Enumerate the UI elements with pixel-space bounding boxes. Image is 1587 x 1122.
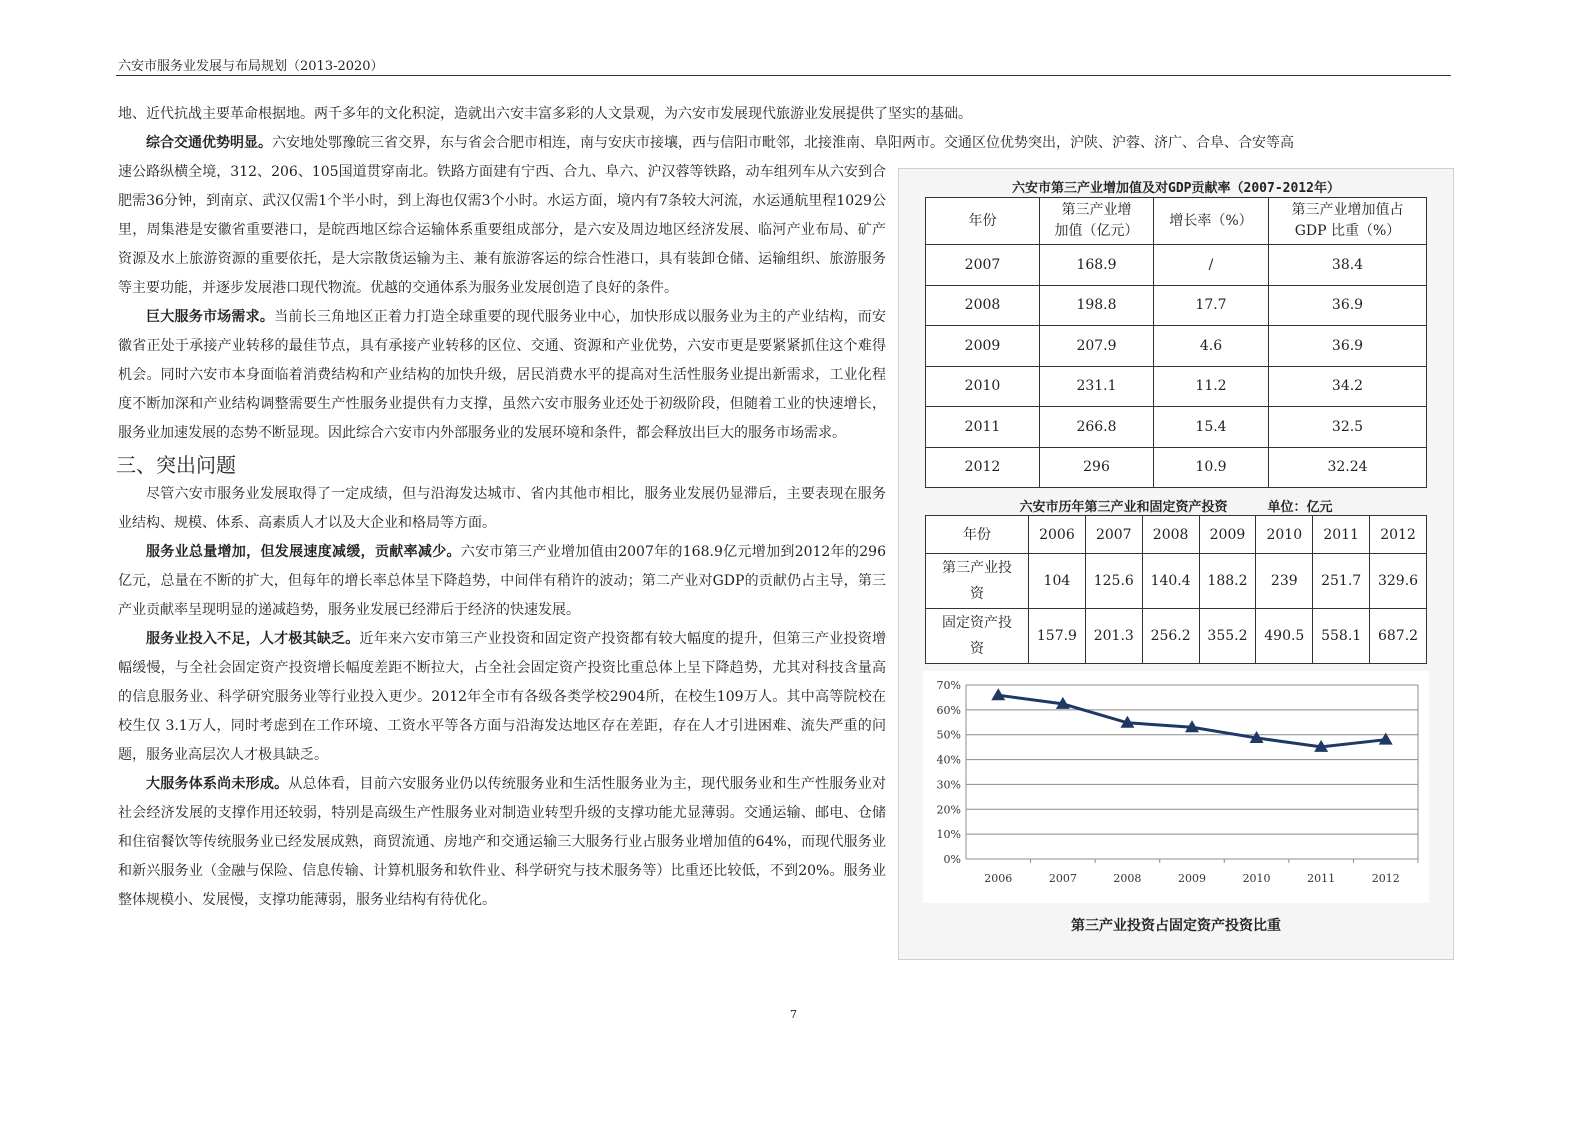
x-tick-label: 2009: [1178, 872, 1206, 885]
x-tick-label: 2006: [984, 872, 1013, 885]
page-number: 7: [790, 1008, 797, 1021]
statistics-panel: [898, 168, 1454, 960]
investment-table-unit: 单位：亿元: [1267, 500, 1333, 515]
y-tick-label: 40%: [936, 753, 961, 767]
y-tick-label: 10%: [936, 828, 961, 842]
investment-table-header-row: 年份 2006 2007 2008 2009 2010 2011 2012: [926, 516, 1427, 554]
gdp-header-year: 年份: [926, 198, 1040, 245]
paragraph-market-demand: [118, 303, 886, 448]
paragraph-transport-rest: 速公路纵横全境，312、206、105国道贯穿南北。铁路方面建有宁西、合九、阜六、沪汉蓉等铁路，动车组列车从六安到合肥需36分钟，到南京、武汉仅需1个半小时，到上海也仅需3个小时。水运方面，境内有7条较大河流，水运通航里程1029公里，周集港是安徽省重要港口，是皖西地区综合运输体系重要组成部分，是六安及周边地区经济发展、临河产业布局、矿产资源及水上旅游资源的重要依托，是大宗散货运输为主、兼有旅游客运的综合性港口，具有装卸仓储、运输组织、旅游服务等主要功能，并逐步发展港口现代物流。优越的交通体系为服务业发展创造了良好的条件。: [118, 164, 886, 296]
table-row: 固定资产投 资 157.9 201.3 256.2 355.2 490.5 558.1 687.2: [926, 609, 1427, 664]
table-row: 2009 207.9 4.6 36.9: [926, 326, 1427, 367]
y-tick-label: 0%: [943, 853, 961, 866]
investment-shortage-text: 近年来六安市第三产业投资和固定资产投资都有较大幅度的提升，但第三产业投资增幅缓慢，与全社会固定资产投资增长幅度差距不断拉大，占全社会固定资产投资比重总体上呈下降趋势，尤其对科技含量高的信息服务业、科学研究服务业等行业投入更少。2012年全市有各级各类学校2904所，在校生109万人。其中高等院校在校生仅 3.1万人，同时考虑到在工作环境、工资水平等各方面与沿海发达地区存在差距，存在人才引进困难、流失严重的问题，服务业高层次人才极具缺乏。: [118, 631, 886, 763]
gdp-table-header-row: [926, 198, 1427, 245]
transport-line1-text: 六安地处鄂豫皖三省交界，东与省会合肥市相连，南与安庆市接壤，西与信阳市毗邻，北接淮南、阜阳两市。交通区位优势突出，沪陕、沪蓉、济广、合阜、合安等高: [272, 135, 1294, 151]
x-tick-label: 2010: [1242, 872, 1271, 885]
x-tick-label: 2012: [1371, 872, 1400, 885]
section-heading-problems: 三、突出问题: [116, 453, 236, 477]
x-tick-label: 2011: [1307, 872, 1336, 885]
running-header: 六安市服务业发展与布局规划（2013-2020）: [118, 59, 384, 74]
x-tick-label: 2008: [1113, 872, 1142, 885]
gdp-table-title: 六安市第三产业增加值及对GDP贡献率（2007-2012年）: [1012, 181, 1340, 196]
growth-slowdown-text: 六安市第三产业增加值由2007年的168.9亿元增加到2012年的296亿元，总量在不断的扩大，但每年的增长率总体呈下降趋势，中间伴有稍许的波动；第二产业对GDP的贡献仍占主导，第三产业贡献率呈现明显的递减趋势，服务业发展已经滞后于经济的快速发展。: [118, 544, 886, 618]
chart-caption: 第三产业投资占固定资产投资比重: [1071, 918, 1281, 934]
table-row: 2011 266.8 15.4 32.5: [926, 407, 1427, 448]
paragraph-service-system: [118, 770, 886, 915]
gdp-table: [925, 197, 1427, 488]
gdp-header-growth: 增长率（%）: [1154, 198, 1269, 245]
table-row: 2008 198.8 17.7 36.9: [926, 285, 1427, 326]
service-system-text: 从总体看，目前六安服务业仍以传统服务业和生活性服务业为主，现代服务业和生产性服务业对社会经济发展的支撑作用还较弱，特别是高级生产性服务业对制造业转型升级的支撑功能尤显薄弱。交通运输、邮电、仓储和住宿餐饮等传统服务业已经发展成熟，商贸流通、房地产和交通运输三大服务行业占服务业增加值的64%，而现代服务业和新兴服务业（金融与保险、信息传输、计算机服务和软件业、科学研究与技术服务等）比重还比较低，不到20%。服务业整体规模小、发展慢，支撑功能薄弱，服务业结构有待优化。: [118, 776, 887, 908]
lead-transport: 综合交通优势明显。: [146, 135, 272, 151]
data-point-marker: [991, 688, 1005, 700]
header-rule: [116, 75, 1451, 76]
x-tick-label: 2007: [1048, 872, 1077, 885]
chart-canvas: [923, 671, 1429, 903]
investment-table-title: 六安市历年第三产业和固定资产投资 单位：亿元: [1019, 500, 1333, 515]
gdp-header-value: 第三产业增 加值（亿元）: [1040, 198, 1154, 245]
share-line-chart: [923, 671, 1429, 903]
table-row: 2007 168.9 / 38.4: [926, 245, 1427, 286]
table-row: 2010 231.1 11.2 34.2: [926, 366, 1427, 407]
lead-investment-shortage: 服务业投入不足，人才极其缺乏。: [146, 631, 360, 647]
paragraph-tourism-end: 地、近代抗战主要革命根据地。两千多年的文化积淀，造就出六安丰富多彩的人文景观，为六安市发展现代旅游业发展提供了坚实的基础。: [118, 106, 972, 122]
table-row: 第三产业投 资 104 125.6 140.4 188.2 239 251.7 329.6: [926, 554, 1427, 609]
paragraph-investment-shortage: [118, 625, 886, 770]
lead-market-demand: 巨大服务市场需求。: [146, 309, 275, 325]
gdp-header-share: 第三产业增加值占 GDP 比重（%）: [1269, 198, 1427, 245]
y-tick-label: 70%: [936, 679, 961, 692]
paragraph-transport-line1: [118, 129, 1452, 158]
paragraph-problems-intro: 尽管六安市服务业发展取得了一定成绩，但与沿海发达城市、省内其他市相比，服务业发展仍显滞后，主要表现在服务业结构、规模、体系、高素质人才以及大企业和格局等方面。: [118, 486, 886, 531]
table-row: 2012 296 10.9 32.24: [926, 447, 1427, 488]
y-tick-label: 60%: [936, 703, 961, 717]
y-tick-label: 20%: [936, 803, 961, 817]
paragraph-growth-slowdown: [118, 538, 886, 625]
market-demand-text: 当前长三角地区正着力打造全球重要的现代服务业中心，加快形成以服务业为主的产业结构，而安徽省正处于承接产业转移的最佳节点，具有承接产业转移的区位、交通、资源和产业优势，六安市更是要紧紧抓住这个难得机会。同时六安市本身面临着消费结构和产业结构的加快升级，居民消费水平的提高对生活性服务业提出新需求，工业化程度不断加深和产业结构调整需要生产性服务业提供有力支撑，虽然六安市服务业还处于初级阶段，但随着工业的快速增长，服务业加速发展的态势不断显现。因此综合六安市内外部服务业的发展环境和条件，都会释放出巨大的服务市场需求。: [118, 309, 887, 441]
investment-table: [925, 515, 1427, 664]
lead-growth-slowdown: 服务业总量增加，但发展速度减缓，贡献率减少。: [146, 544, 461, 560]
lead-service-system: 大服务体系尚未形成。: [146, 776, 289, 792]
y-tick-label: 50%: [936, 728, 961, 742]
y-tick-label: 30%: [936, 778, 961, 792]
